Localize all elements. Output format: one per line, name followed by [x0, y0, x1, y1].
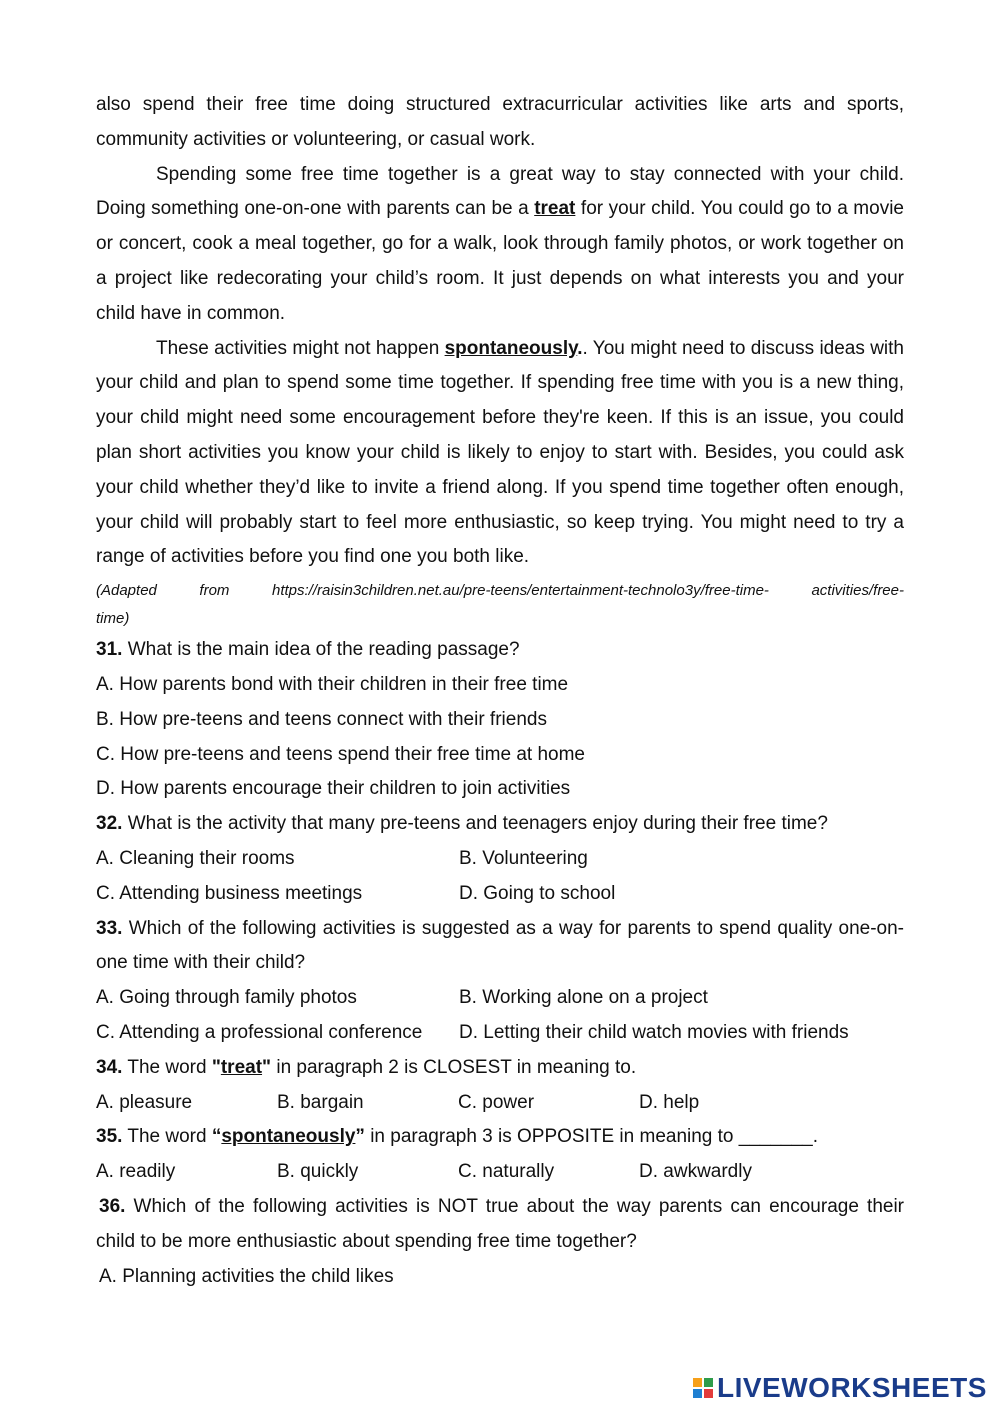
- quote-close: ": [262, 1056, 272, 1078]
- question-text: Which of the following activities is NOT true about the way parents can encourage their child to be more enthusiastic about spending free time together?: [96, 1195, 904, 1252]
- option-31-d[interactable]: D. How parents encourage their children to join activities: [96, 778, 571, 800]
- option-32-c[interactable]: C. Attending business meetings: [96, 882, 363, 904]
- option-35-b[interactable]: B. quickly: [277, 1161, 359, 1183]
- option-35-d[interactable]: D. awkwardly: [639, 1161, 752, 1183]
- source-citation: (Adapted from https://raisin3children.net.au/pre-teens/entertainment-technolo3y/free-time- activities/free-: [96, 582, 904, 600]
- option-34-d[interactable]: D. help: [639, 1091, 700, 1113]
- liveworksheets-logo[interactable]: [693, 1372, 987, 1404]
- question-number: 34.: [96, 1056, 123, 1078]
- quote-open: “: [211, 1126, 222, 1148]
- option-33-a[interactable]: A. Going through family photos: [96, 987, 357, 1009]
- quoted-word-treat: treat: [220, 1056, 263, 1078]
- options-row: [96, 877, 904, 912]
- question-text: in paragraph 3 is OPPOSITE in meaning to _______.: [364, 1126, 819, 1148]
- question-text: What is the main idea of the reading passage?: [122, 639, 520, 661]
- question-31: [96, 633, 904, 668]
- logo-square: [693, 1378, 702, 1387]
- option-33-c[interactable]: C. Attending a professional conference: [96, 1021, 423, 1043]
- question-35: [96, 1120, 904, 1155]
- logo-square: [704, 1389, 713, 1398]
- option-34-c[interactable]: C. power: [458, 1091, 535, 1113]
- question-34: [96, 1051, 904, 1086]
- question-number: 33.: [96, 917, 123, 939]
- question-32: [96, 807, 904, 842]
- logo-square: [704, 1378, 713, 1387]
- options-row: [96, 981, 904, 1016]
- option-35-a[interactable]: A. readily: [96, 1161, 176, 1183]
- option-31-c[interactable]: C. How pre-teens and teens spend their free time at home: [96, 743, 585, 765]
- passage-paragraph-3: [96, 332, 904, 576]
- paragraph-period: .: [577, 337, 583, 359]
- logo-text: LIVEWORKSHEETS: [717, 1372, 987, 1403]
- quote-close: ”: [355, 1126, 365, 1148]
- worksheet-page: [96, 88, 904, 1294]
- question-number: 32.: [96, 813, 123, 835]
- quote-open: ": [211, 1056, 221, 1078]
- question-36: [96, 1190, 904, 1260]
- highlighted-word-treat: treat: [534, 198, 576, 220]
- question-text: Which of the following activities is suggested as a way for parents to spend quality one-on-one time with their child?: [96, 917, 904, 974]
- option-33-d[interactable]: D. Letting their child watch movies with friends: [459, 1021, 849, 1043]
- source-citation-end: time): [96, 610, 130, 628]
- option-31-a[interactable]: A. How parents bond with their children in their free time: [96, 673, 569, 695]
- paragraph-text: for your child. You could go to a movie or concert, cook a meal together, go for a walk, look through family photos, or work together on a project like redecorating your child’s room. It just depends on what interests you and your child have in common.: [96, 198, 904, 324]
- options-row: [96, 1155, 904, 1190]
- option-32-d[interactable]: D. Going to school: [459, 882, 616, 904]
- logo-mark-icon: [693, 1378, 713, 1398]
- option-31-b[interactable]: B. How pre-teens and teens connect with their friends: [96, 708, 547, 730]
- paragraph-text: . You might need to discuss ideas with your child and plan to spend some time together. If spending free time with you is a new thing, your child might need some encouragement before they're keen. If this is an issue, you could plan short activities you know your child is likely to enjoy to start with. Besides, you could ask your child whether they’d like to invite a friend along. If you spend time together often enough, your child will probably start to feel more enthusiastic, so keep trying. You might need to try a range of activities before you find one you both like.: [96, 337, 904, 568]
- options-row: [96, 1016, 904, 1051]
- quoted-word-spontaneously: spontaneously: [221, 1126, 356, 1148]
- option-34-a[interactable]: A. pleasure: [96, 1091, 193, 1113]
- options-row: [96, 1086, 904, 1121]
- option-34-b[interactable]: B. bargain: [277, 1091, 364, 1113]
- logo-square: [693, 1389, 702, 1398]
- question-number: 35.: [96, 1126, 123, 1148]
- option-32-b[interactable]: B. Volunteering: [459, 847, 588, 869]
- question-number: 36.: [99, 1195, 126, 1217]
- option-33-b[interactable]: B. Working alone on a project: [459, 987, 708, 1009]
- option-35-c[interactable]: C. naturally: [458, 1161, 555, 1183]
- question-text: The word: [122, 1126, 212, 1148]
- paragraph-text: Spending some free time together is a great way to stay connected with your child. Doing something one-on-one with parents can be a: [96, 163, 904, 220]
- paragraph-text: These activities might not happen: [156, 337, 445, 359]
- question-33: [96, 912, 904, 982]
- option-36-a[interactable]: A. Planning activities the child likes: [99, 1265, 394, 1287]
- highlighted-word-spontaneously: spontaneously: [444, 337, 578, 359]
- question-text: in paragraph 2 is CLOSEST in meaning to.: [271, 1056, 637, 1078]
- passage-paragraph-1: also spend their free time doing structured extracurricular activities like arts and sports, community activities or volunteering, or casual work.: [96, 94, 904, 150]
- option-32-a[interactable]: A. Cleaning their rooms: [96, 847, 295, 869]
- question-text: What is the activity that many pre-teens and teenagers enjoy during their free time?: [122, 813, 828, 835]
- question-text: The word: [122, 1056, 212, 1078]
- passage-paragraph-2: [96, 158, 904, 332]
- options-row: [96, 842, 904, 877]
- question-number: 31.: [96, 639, 123, 661]
